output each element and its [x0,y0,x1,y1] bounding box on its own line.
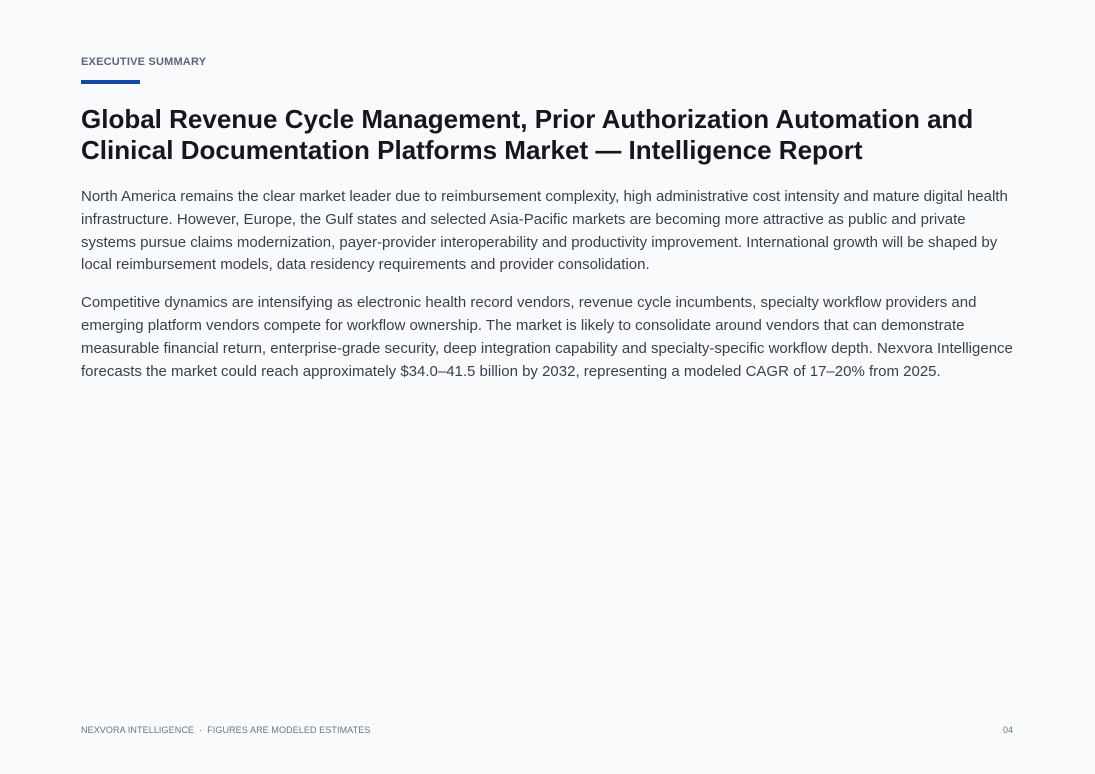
accent-divider [81,80,140,84]
footer-note [81,725,370,735]
footer-separator: · [199,725,203,735]
page-number: 04 [1002,725,1013,735]
section-eyebrow: EXECUTIVE SUMMARY [81,56,207,68]
summary-paragraph-1: North America remains the clear market leader due to reimbursement complexity, high administrative cost intensity and mature digital health infrastructure. However, Europe, the Gulf states and selected Asia-Pacific markets are becoming more attractive as public and private systems pursue claims modernization, payer-provider interoperability and productivity improvement. International growth will be shaped by local reimbursement models, data residency requirements and provider consolidation. [81,188,1008,274]
summary-paragraph-2: Competitive dynamics are intensifying as electronic health record vendors, revenue cycle incumbents, specialty workflow providers and emerging platform vendors compete for workflow ownership. The market is likely to consolidate around vendors that can demonstrate measurable financial return, enterprise-grade security, deep integration capability and specialty-specific workflow depth. Nexvora Intelligence forecasts the market could reach approximately $34.0–41.5 billion by 2032, representing a modeled CAGR of 17–20% from 2025. [81,294,1013,380]
summary-body [81,186,1021,398]
footer-disclaimer: FIGURES ARE MODELED ESTIMATES [207,725,371,735]
page-title: Global Revenue Cycle Management, Prior Authorization Automation and Clinical Documentation Platforms Market — Intelligence Report [81,104,974,165]
footer-brand: NEXVORA INTELLIGENCE [81,725,195,735]
